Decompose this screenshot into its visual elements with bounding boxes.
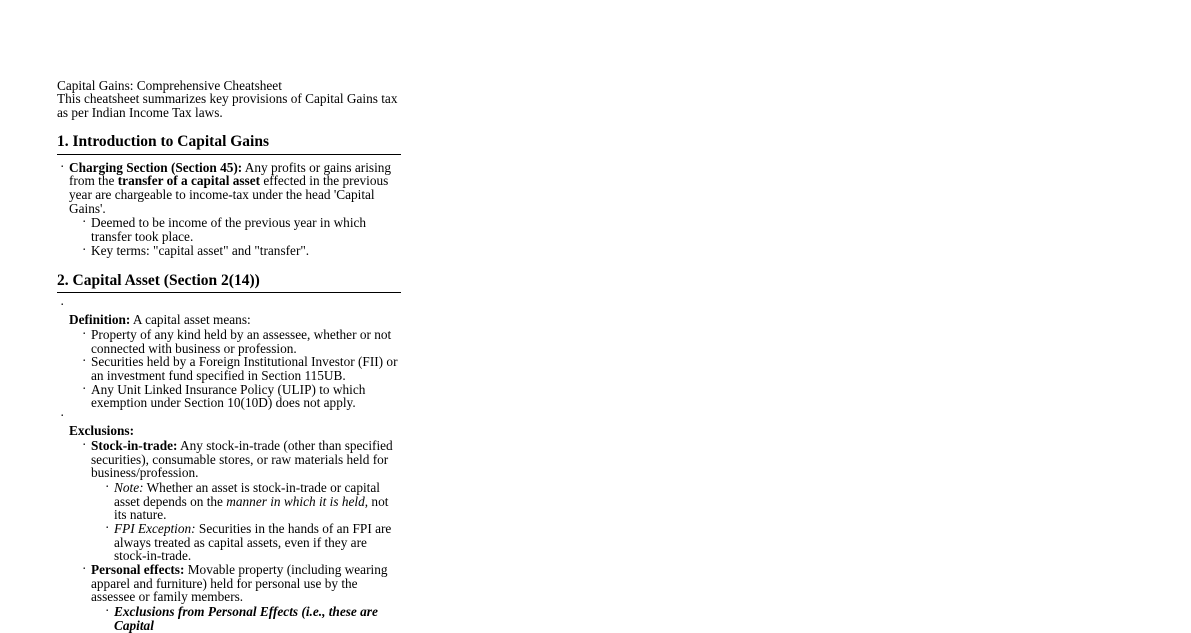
item-text-2: effected in the previous year are chargeable to income-tax under the head 'Capital Gains'. [69, 173, 389, 216]
stock-in-trade-notes [103, 481, 401, 563]
note-emphasis: manner in which it is held [226, 493, 365, 509]
note-lead: FPI Exception: [114, 520, 196, 536]
section-capital-asset [57, 258, 401, 633]
list-item [57, 161, 401, 258]
section-heading: 2. Capital Asset (Section 2(14)) [57, 271, 260, 289]
subitem-text: Movable property (including wearing apparel and furniture) held for personal use by the assessee or family members. [91, 562, 388, 605]
item-lead: Exclusions: [69, 423, 135, 439]
item-lead: Definition: [69, 312, 131, 328]
note-text-1: Whether an asset is stock-in-trade or capital asset depends on the [114, 479, 380, 509]
subitem-text: Securities held by a Foreign Institutional Investor (FII) or an investment fund specified in Section 115UB. [91, 354, 398, 384]
subitem-text: Key terms: "capital asset" and "transfer". [91, 242, 310, 258]
section-introduction-to-capital-gains [57, 119, 401, 258]
exclusions-sublist [80, 439, 401, 633]
list-item [57, 410, 401, 632]
note-text-2: , not its nature. [114, 493, 389, 523]
section-heading: 1. Introduction to Capital Gains [57, 132, 270, 150]
list-item [103, 522, 401, 563]
list-item [80, 216, 401, 243]
list-item [80, 563, 401, 632]
document-intro: This cheatsheet summarizes key provisions of Capital Gains tax as per Indian Income Tax laws. [57, 91, 398, 120]
subitem-text: Deemed to be income of the previous year in which transfer took place. [91, 215, 367, 245]
definition-sublist [80, 328, 401, 410]
document-title: Capital Gains: Comprehensive Cheatsheet [57, 78, 282, 93]
subitem-lead: Stock-in-trade: [91, 437, 178, 453]
item-emphasis: transfer of a capital asset [117, 173, 261, 189]
subitem-lead: Personal effects: [91, 562, 185, 578]
note-lead: Note: [114, 479, 144, 495]
item-spacer [69, 299, 401, 312]
section-2-list [57, 299, 401, 632]
list-item [103, 605, 401, 632]
document-content [57, 79, 401, 632]
list-item [80, 383, 401, 410]
section-1-sublist [80, 216, 401, 257]
subitem-text: Any Unit Linked Insurance Policy (ULIP) to which exemption under Section 10(10D) does not apply. [91, 381, 366, 411]
list-item [57, 299, 401, 410]
item-text-1: Any profits or gains arising from the [69, 159, 392, 189]
note-lead: Exclusions from Personal Effects (i.e., these are Capital [114, 604, 378, 633]
subitem-text: Any stock-in-trade (other than specified securities), consumable stores, or raw materials held for business/profession. [91, 437, 393, 481]
subitem-text: Property of any kind held by an assessee, whether or not connected with business or profession. [91, 327, 392, 356]
item-spacer [69, 410, 401, 423]
section-divider [57, 154, 401, 155]
list-item [80, 439, 401, 563]
list-item [80, 244, 401, 258]
section-1-list [57, 161, 401, 258]
personal-effects-notes [103, 605, 401, 632]
note-text-1: Securities in the hands of an FPI are always treated as capital assets, even if they are stock-in-trade. [114, 520, 392, 564]
list-item [80, 355, 401, 382]
section-divider [57, 292, 401, 293]
item-text-1: A capital asset means: [130, 312, 251, 328]
item-lead: Charging Section (Section 45): [69, 159, 243, 175]
list-item [80, 328, 401, 355]
list-item [103, 481, 401, 522]
